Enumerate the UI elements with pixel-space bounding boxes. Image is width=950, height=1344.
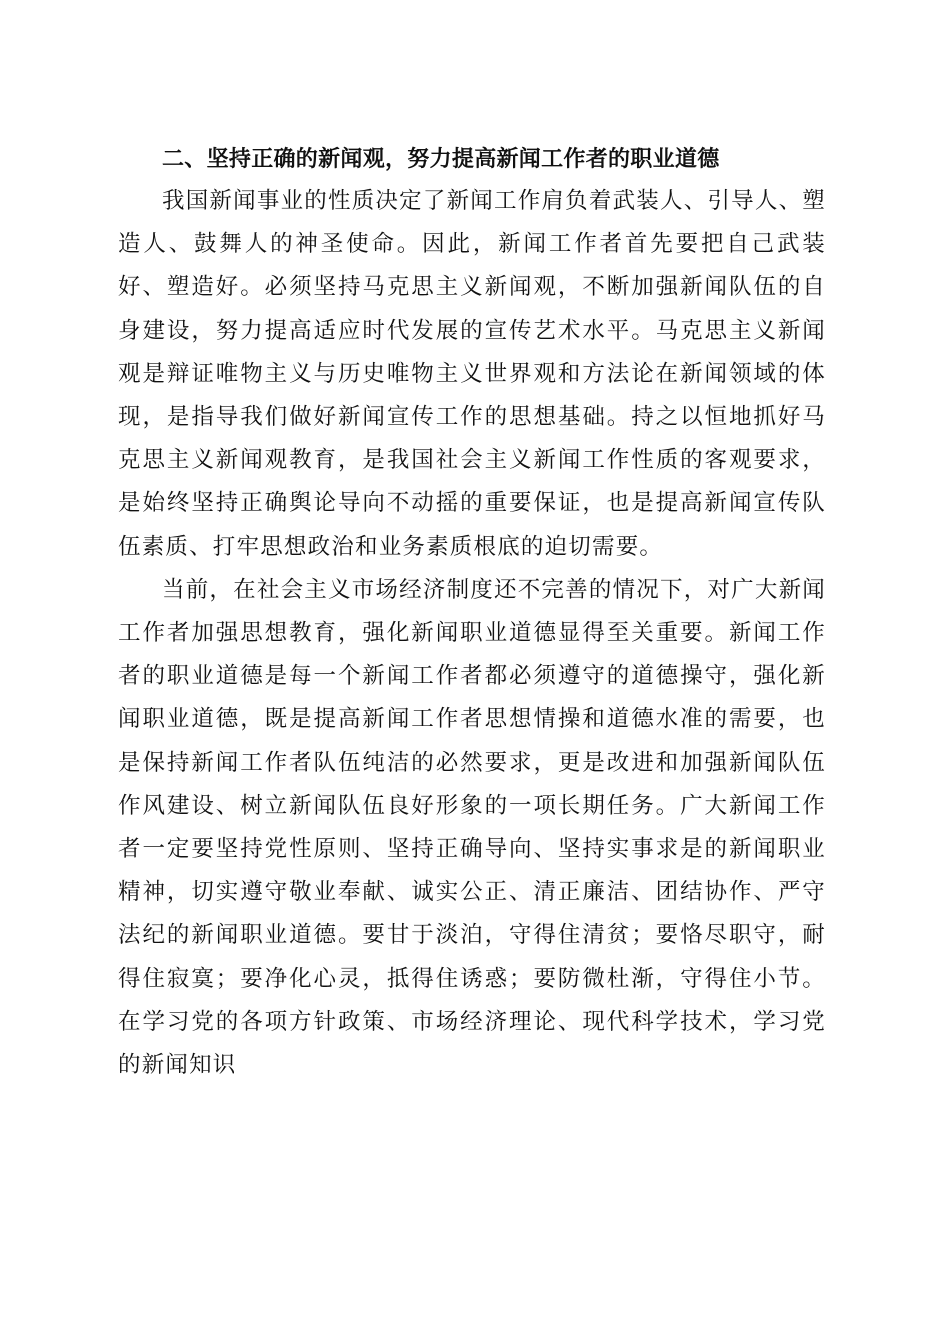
document-body — [118, 140, 826, 1087]
paragraph-2: 当前，在社会主义市场经济制度还不完善的情况下，对广大新闻工作者加强思想教育，强化新闻职业道德显得至关重要。新闻工作者的职业道德是每一个新闻工作者都必须遵守的道德操守，强化新闻职业道德，既是提高新闻工作者思想情操和道德水准的需要，也是保持新闻工作者队伍纯洁的必然要求，更是改进和加强新闻队伍作风建设、树立新闻队伍良好形象的一项长期任务。广大新闻工作者一定要坚持党性原则、坚持正确导向、坚持实事求是的新闻职业精神，切实遵守敬业奉献、诚实公正、清正廉洁、团结协作、严守法纪的新闻职业道德。要甘于淡泊，守得住清贫；要恪尽职守，耐得住寂寞；要净化心灵，抵得住诱惑；要防微杜渐，守得住小节。在学习党的各项方针政策、市场经济理论、现代科学技术，学习党的新闻知识 — [118, 576, 826, 1079]
section-heading: 二、坚持正确的新闻观，努力提高新闻工作者的职业道德 — [162, 147, 720, 172]
paragraph-1: 我国新闻事业的性质决定了新闻工作肩负着武装人、引导人、塑造人、鼓舞人的神圣使命。因此，新闻工作者首先要把自己武装好、塑造好。必须坚持马克思主义新闻观，不断加强新闻队伍的自身建设，努力提高适应时代发展的宣传艺术水平。马克思主义新闻观是辩证唯物主义与历史唯物主义世界观和方法论在新闻领域的体现，是指导我们做好新闻宣传工作的思想基础。持之以恒地抓好马克思主义新闻观教育，是我国社会主义新闻工作性质的客观要求，是始终坚持正确舆论导向不动摇的重要保证，也是提高新闻宣传队伍素质、打牢思想政治和业务素质根底的迫切需要。 — [118, 188, 826, 560]
